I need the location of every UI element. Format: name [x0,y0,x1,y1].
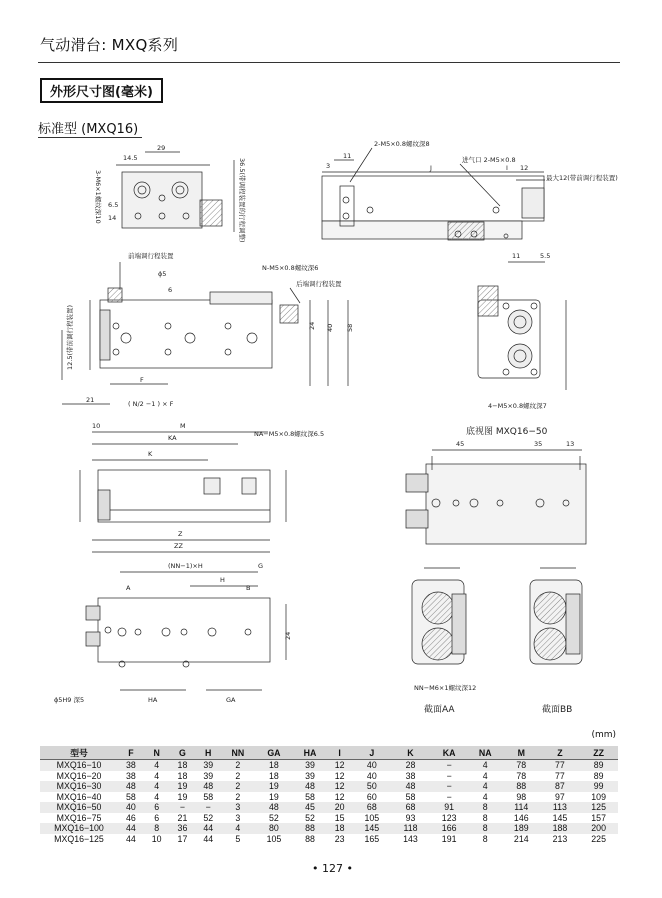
dim-label: Z [178,530,183,538]
column-header: 型号 [40,746,118,760]
table-cell: 48 [255,802,294,813]
dim-label: 13 [566,440,575,448]
table-cell: 143 [403,833,418,844]
table-cell: 97 [555,791,565,802]
column-header: M [502,746,541,760]
column-header: Z [541,746,580,760]
table-cell: 19 [269,791,279,802]
table-cell: 20 [327,802,353,813]
table-cell: 52 [203,812,214,823]
note-label: ϕ5H9 深5 [54,696,85,704]
table-cell: 214 [513,833,529,844]
table-cell: 44 [125,833,136,844]
table-row [40,781,618,792]
dim-label-rotated: 36.5(带调程装置的行程调整) [238,158,246,243]
table-cell: 88 [502,781,541,792]
table-cell: 18 [177,770,188,781]
table-cell: 3 [235,812,241,823]
table-cell: 39 [293,760,326,771]
table-cell: 4 [468,760,501,771]
dim-label: HA [148,696,158,704]
note-label: 最大12(带前调行程装置) [546,174,618,182]
dim-label: 14 [108,214,117,222]
table-cell: 200 [579,823,618,834]
table-cell: 113 [541,802,580,813]
table-cell: 8 [482,833,488,844]
note-label: NN−M6×1螺纹深12 [414,684,477,692]
table-cell: 12 [327,760,353,771]
table-cell: 88 [293,823,326,834]
table-cell: 4 [144,760,170,771]
table-cell: 60 [366,791,377,802]
page-number: • 127 • [312,862,353,875]
table-cell: 48 [118,781,144,792]
table-cell: 68 [353,802,392,813]
table-cell: 105 [364,812,380,823]
model-cell: MXQ16−40 [56,791,102,802]
table-cell: 48 [195,781,221,792]
column-header: ZZ [579,746,618,760]
side-view-lower-left [80,432,286,552]
table-cell: − [446,770,452,781]
table-cell: 114 [502,802,541,813]
table-cell: 17 [177,833,188,844]
table-cell: 52 [269,812,279,823]
dim-label: A [126,584,131,592]
table-cell: − [170,802,196,813]
column-header: NN [221,746,254,760]
dim-label: 24 [284,631,292,640]
table-row [40,771,618,782]
table-cell: 118 [391,823,430,834]
table-cell: 19 [177,791,188,802]
section-bb [530,568,582,664]
dim-label: GA [226,696,236,704]
subsection-heading: 标准型 (MXQ16) [38,118,142,138]
table-row [40,813,618,824]
dim-label: 12 [520,164,529,172]
table-cell: 36 [170,823,196,834]
table-cell: 77 [541,760,580,771]
column-header: I [327,746,353,760]
section-heading: 外形尺寸图(毫米) [40,78,163,103]
table-body [40,760,618,845]
table-cell: 58 [405,791,416,802]
dim-label: J [430,164,432,172]
table-cell: 21 [177,812,188,823]
table-cell: 48 [391,781,430,792]
dim-label: B [246,584,251,592]
table-cell: 8 [144,823,170,834]
table-cell: 68 [391,802,430,813]
table-cell: 6 [154,812,160,823]
table-row [40,823,618,834]
dim-label: 58 [346,323,354,332]
table-cell: 146 [513,812,529,823]
dim-label: (NN−1)×H [168,562,203,570]
table-cell: 19 [255,781,294,792]
dim-label: 35 [534,440,543,448]
table-cell: 89 [579,760,618,771]
dim-label: 11 [512,252,521,260]
table-cell: 4 [482,770,488,781]
table-cell: 18 [255,760,294,771]
spec-table [40,746,618,844]
dim-label: 45 [456,440,465,448]
table-cell: − [430,781,469,792]
table-cell: 87 [541,781,580,792]
table-cell: 4 [221,823,254,834]
table-row [40,834,618,845]
table-cell: 18 [269,770,279,781]
table-cell: 58 [203,791,214,802]
table-cell: 8 [468,823,501,834]
table-row [40,760,618,771]
table-cell: 89 [593,770,604,781]
column-header: F [118,746,144,760]
table-cell: 4 [154,770,160,781]
table-cell: 8 [482,812,488,823]
table-cell: 19 [170,781,196,792]
column-header: G [170,746,196,760]
table-cell: 145 [552,812,568,823]
model-cell: MXQ16−50 [40,802,118,813]
table-cell: 18 [327,823,353,834]
table-cell: 189 [502,823,541,834]
top-view-lower [86,572,286,690]
section-bb-title: 截面BB [542,705,573,715]
model-cell: MXQ16−10 [40,760,118,771]
table-cell: 8 [468,802,501,813]
column-header: H [195,746,221,760]
table-cell: 165 [364,833,380,844]
table-cell: 45 [293,802,326,813]
note-label: 后端调行程装置 [296,280,342,288]
table-cell: 52 [305,812,315,823]
table-cell: 99 [579,781,618,792]
note-label: 进气口 2-M5×0.8 [462,156,516,164]
table-cell: 40 [366,770,377,781]
table-cell: 40 [118,802,144,813]
table-cell: 44 [203,833,214,844]
section-aa [412,568,466,664]
table-cell: 12 [327,781,353,792]
column-header: KA [430,746,469,760]
model-cell: MXQ16−75 [56,812,102,823]
table-cell: 10 [151,833,162,844]
dim-label: 29 [157,144,166,152]
dim-label: 11 [343,152,352,160]
dim-label: 40 [326,323,334,332]
table-cell: 98 [516,791,527,802]
table-cell: 166 [430,823,469,834]
table-cell: 15 [334,812,345,823]
section-aa-title: 截面AA [424,705,455,715]
dim-label: 10 [92,422,101,430]
table-row [40,802,618,813]
table-cell: 6 [144,802,170,813]
column-header: K [391,746,430,760]
dim-label: 5.5 [540,252,551,260]
table-cell: 78 [502,760,541,771]
dim-label: ZZ [174,542,183,550]
dim-label: I [506,164,508,172]
note-label: NA−M5×0.8螺纹深6.5 [254,430,325,438]
table-cell: 213 [552,833,568,844]
model-cell: MXQ16−30 [40,781,118,792]
table-cell: 40 [353,760,392,771]
table-cell: − [195,802,221,813]
table-cell: 48 [293,781,326,792]
table-cell: 157 [591,812,606,823]
table-cell: 93 [405,812,416,823]
table-cell: 125 [579,802,618,813]
table-cell: 23 [334,833,345,844]
table-cell: 39 [203,770,214,781]
bottom-view [406,450,586,544]
table-cell: 105 [266,833,282,844]
bottom-view-title: 底视图 MXQ16−50 [466,427,548,437]
end-view-top-left [116,152,234,232]
table-cell: 44 [195,823,221,834]
table-cell: 38 [118,760,144,771]
table-cell: 39 [305,770,315,781]
table-cell: 5 [235,833,241,844]
end-view-right [478,262,566,390]
dim-label: KA [168,434,177,442]
table-cell: 4 [154,791,160,802]
column-header: N [144,746,170,760]
table-cell: 2 [221,781,254,792]
note-rotated: 3-M6×1螺纹深10 [94,170,102,224]
page-title: 气动滑台: MXQ系列 [40,36,179,54]
table-cell: 12 [334,770,345,781]
table-cell: 4 [482,791,488,802]
column-header: HA [293,746,326,760]
formula-label: ( N/2 −1 ) × F [128,400,174,408]
table-cell: 123 [441,812,457,823]
note-label: ϕ5 [158,270,167,278]
table-cell: 4 [468,781,501,792]
dim-label: H [220,576,225,584]
table-cell: 39 [195,760,221,771]
note-rotated: 12.5(带前调行程装置) [66,304,74,370]
table-cell: 58 [125,791,136,802]
table-cell: 2 [221,760,254,771]
model-cell: MXQ16−125 [54,833,104,844]
table-cell: 188 [541,823,580,834]
table-cell: 28 [391,760,430,771]
dim-label: G [258,562,264,570]
dim-label: F [140,376,144,384]
table-cell: 38 [405,770,416,781]
table-cell: 46 [125,812,136,823]
dim-label: K [148,450,153,458]
table-cell: 77 [555,770,565,781]
note-label: 4−M5×0.8螺纹深7 [488,402,547,410]
table-cell: 80 [255,823,294,834]
table-cell: − [446,791,452,802]
column-header: NA [468,746,501,760]
note-label: N-M5×0.8螺纹深6 [262,264,319,272]
table-cell: 44 [118,823,144,834]
dim-label: 3 [326,162,331,170]
column-header: GA [255,746,294,760]
table-cell: 2 [235,770,241,781]
dim-label: 6 [168,286,173,294]
dim-label: 21 [86,396,95,404]
table-cell: 4 [144,781,170,792]
dim-label: M [180,422,186,430]
table-cell: 109 [591,791,606,802]
table-cell: 3 [221,802,254,813]
table-cell: 38 [125,770,136,781]
table-cell: 191 [441,833,457,844]
dim-label: 6.5 [108,201,119,209]
dim-label: 24 [308,321,316,330]
table-cell: 2 [235,791,241,802]
table-cell: 88 [305,833,315,844]
table-cell: 58 [305,791,315,802]
dim-label: 14.5 [123,154,138,162]
model-cell: MXQ16−100 [40,823,118,834]
table-row [40,792,618,803]
table-cell: 225 [591,833,606,844]
note-label: 前端调行程装置 [128,252,174,260]
table-cell: − [430,760,469,771]
unit-label: (mm) [591,730,616,740]
note-label: 2-M5×0.8螺纹深8 [374,140,430,148]
table-cell: 78 [516,770,527,781]
table-cell: 18 [170,760,196,771]
model-cell: MXQ16−20 [56,770,102,781]
column-header: J [353,746,392,760]
table-header-row [40,746,618,760]
table-cell: 12 [334,791,345,802]
table-cell: 145 [353,823,392,834]
table-cell: 50 [353,781,392,792]
table-cell: 91 [430,802,469,813]
